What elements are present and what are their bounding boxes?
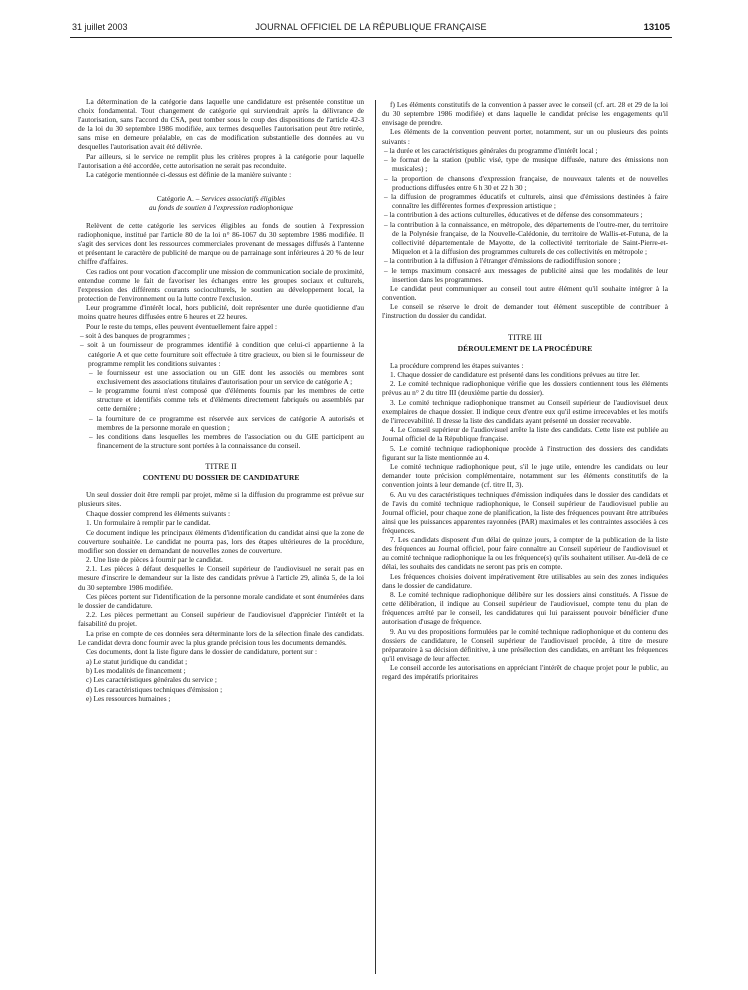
paragraph: f) Les éléments constitutifs de la convention à passer avec le conseil (cf. art. 28 et 29 de la loi du 30 septembre 1986 modifiée) et dans laquelle le candidat précise les engagements qu'il envisage de prendre. bbox=[382, 100, 668, 128]
paragraph: Pour le reste du temps, elles peuvent éventuellement faire appel : bbox=[86, 321, 278, 331]
category-a-heading bbox=[78, 194, 364, 212]
column-separator bbox=[375, 100, 376, 974]
header-rule bbox=[70, 37, 672, 38]
list-item: d) Les caractéristiques techniques d'émission ; bbox=[86, 684, 223, 694]
list-item: – la diffusion de programmes éducatifs et culturels, ainsi que d'émissions destinées à faire connaître les différentes formes d'expression artistique ; bbox=[384, 192, 668, 211]
paragraph: 2. Une liste de pièces à fournir par le candidat. bbox=[86, 555, 223, 565]
paragraph: Chaque dossier comprend les éléments suivants : bbox=[86, 508, 230, 518]
paragraph: Ce document indique les principaux éléments d'identification du candidat ainsi que la zone de couverture souhaitée. Le candidat ne pourra pas, lors des étapes ultérieures de la procédure, modifier son dossier en demandant de nouvelles zones de couverture. bbox=[78, 527, 364, 555]
list-item: – la proportion de chansons d'expression française, de nouveaux talents et de nouvelles productions diffusées entre 6 h 30 et 22 h 30 ; bbox=[384, 173, 668, 192]
paragraph: Le conseil accorde les autorisations en appréciant l'intérêt de chaque projet pour le public, au regard des impératifs prioritaires bbox=[382, 663, 668, 682]
paragraph: 1. Un formulaire à remplir par le candidat. bbox=[86, 518, 211, 528]
paragraph: La prise en compte de ces données sera déterminante lors de la sélection finale des candidats. Le candidat devra donc fournir avec la plus grande précision tous les documents demandés. bbox=[78, 628, 364, 647]
paragraph: 3. Le comité technique radiophonique transmet au Conseil supérieur de l'audiovisuel deux exemplaires de chaque dossier. Il indique ceux d'entre eux qu'il estime irrecevables et les motifs de l'irrecevabilité. Il dresse la liste des candidats ayant présenté un dossier recevable. bbox=[382, 397, 668, 425]
header-date: 31 juillet 2003 bbox=[72, 22, 128, 32]
header-page-number: 13105 bbox=[643, 22, 670, 33]
paragraph: Leur programme d'intérêt local, hors publicité, doit représenter une durée quotidienne d'au moins quatre heures diffusées entre 6 heures et 22 heures. bbox=[78, 303, 364, 322]
paragraph: La détermination de la catégorie dans laquelle une candidature est présentée constitue un choix fondamental. Tout changement de catégorie qui surviendrait après la délivrance de l'autorisation, sans l'accord du CSA, peut tomber sous le coup des dispositions de l'article 42-3 de la loi du 30 septembre 1986 modifiée, aux termes desquelles l'autorisation peut être retirée, sans mise en demeure préalable, en cas de modification substantielle des données au vu desquelles l'autorisation avait été délivrée. bbox=[78, 97, 364, 152]
paragraph: Le comité technique radiophonique peut, s'il le juge utile, entendre les candidats ou leur demander toute précision complémentaire, notamment sur les éléments constitutifs de la convention joints à leur demande (cf. titre II, 3). bbox=[382, 462, 668, 490]
category-a-title: Services associatifs éligibles bbox=[201, 194, 286, 204]
paragraph: 8. Le comité technique radiophonique délibère sur les dossiers ainsi constitués. A l'issue de cette délibération, il indique au Conseil supérieur de l'audiovisuel, compte tenu du plan de fréquences arrêté par le conseil, les candidatures qui lui paraissent pouvoir bénéficier d'une autorisation d'usage de fréquence. bbox=[382, 590, 668, 627]
paragraph: Un seul dossier doit être rempli par projet, même si la diffusion du programme est prévue sur plusieurs sites. bbox=[78, 490, 364, 509]
list-item: – la contribution à la connaissance, en métropole, des départements de l'outre-mer, du territoire de la Polynésie française, de la Nouvelle-Calédonie, du territoire de Wallis-et-Futuna, de la collectivité départementale de Mayotte, de la collectivité territoriale de Saint-Pierre-et-Miquelon et à la diffusion des programmes culturels de ces collectivités en métropole ; bbox=[384, 219, 668, 256]
list-item: a) Le statut juridique du candidat ; bbox=[86, 656, 188, 666]
header-journal-title: JOURNAL OFFICIEL DE LA RÉPUBLIQUE FRANÇAISE bbox=[255, 22, 487, 32]
titre-iii-subheading: DÉROULEMENT DE LA PROCÉDURE bbox=[457, 343, 593, 353]
left-column bbox=[78, 97, 364, 704]
list-item: – la contribution à des actions culturelles, éducatives et de défense des consommateurs ; bbox=[384, 210, 643, 220]
paragraph: Le candidat peut communiquer au conseil tout autre élément qu'il souhaite intégrer à la convention. bbox=[382, 284, 668, 303]
right-column bbox=[382, 100, 668, 682]
paragraph: 2. Le comité technique radiophonique vérifie que les dossiers contiennent tous les éléments prévus au n° 2 du titre III (deuxième partie du dossier). bbox=[382, 379, 668, 398]
paragraph: Ces pièces portent sur l'identification de la personne morale candidate et sont énumérées dans le dossier de candidature. bbox=[78, 591, 364, 610]
list-item: – le format de la station (public visé, type de musique diffusée, nature des émissions non musicales) ; bbox=[384, 155, 668, 174]
paragraph: La catégorie mentionnée ci-dessus est définie de la manière suivante : bbox=[86, 170, 292, 180]
list-item: – le fournisseur est une association ou un GIE dont les associés ou membres sont exclusivement des associations titulaires d'autorisation pour un service de catégorie A ; bbox=[89, 367, 364, 386]
list-item: – le programme fourni n'est composé que d'éléments fournis par les membres de cette structure et identifiés comme tels et d'éléments directement fabriqués ou assemblés par cette dernière ; bbox=[89, 386, 364, 414]
page-header bbox=[72, 22, 670, 36]
paragraph: Ces documents, dont la liste figure dans le dossier de candidature, portent sur : bbox=[86, 647, 318, 657]
category-a-label: Catégorie A. – bbox=[156, 194, 200, 204]
list-item: – la durée et les caractéristiques générales du programme d'intérêt local ; bbox=[384, 145, 598, 155]
paragraph: 2.1. Les pièces à défaut desquelles le Conseil supérieur de l'audiovisuel ne serait pas en mesure d'inscrire le demandeur sur la liste des candidats prévue à l'article 29, alinéa 5, de la loi du 30 septembre 1986 modifiée. bbox=[78, 564, 364, 592]
list-item: – les conditions dans lesquelles les membres de l'association ou du GIE participent au financement de la structure sont portées à la connaissance du conseil. bbox=[89, 432, 364, 451]
paragraph: 6. Au vu des caractéristiques techniques d'émission indiquées dans le dossier des candidats et de l'avis du comité technique radiophonique, le Conseil supérieur de l'audiovisuel publie au Journal officiel, pour chaque zone de planification, la liste des fréquences pouvant être attribuées ainsi que les puissances apparentes rayonnées (PAR) maximales et les contraintes associées à ces fréquences. bbox=[382, 489, 668, 535]
paragraph: Le conseil se réserve le droit de demander tout élément susceptible de contribuer à l'instruction du dossier du candidat. bbox=[382, 302, 668, 321]
list-item: – la fourniture de ce programme est réservée aux services de catégorie A autorisés et membres de la personne morale en question ; bbox=[89, 413, 364, 432]
paragraph: Relèvent de cette catégorie les services éligibles au fonds de soutien à l'expression radiophonique, institué par l'article 80 de la loi n° 86-1067 du 30 septembre 1986 modifiée. Il s'agit des services dont les ressources commerciales provenant de messages diffusés à l'antenne et présentant le caractère de publicité de marque ou de parrainage sont inférieures à 20 % de leur chiffre d'affaires. bbox=[78, 221, 364, 267]
paragraph: 5. Le comité technique radiophonique procède à l'instruction des dossiers des candidats figurant sur la liste mentionnée au 4. bbox=[382, 443, 668, 462]
list-item: – le temps maximum consacré aux messages de publicité ainsi que les modalités de leur insertion dans les programmes. bbox=[384, 265, 668, 284]
paragraph: 9. Au vu des propositions formulées par le comité technique radiophonique et du contenu des dossiers de candidature, le Conseil supérieur de l'audiovisuel procède, à titre de mesure préparatoire à sa décision définitive, à une présélection des candidats, en arrêtant les fréquences qu'il envisage de leur affecter. bbox=[382, 626, 668, 663]
paragraph: Les éléments de la convention peuvent porter, notamment, sur un ou plusieurs des points suivants : bbox=[382, 127, 668, 146]
category-a-title-line2: au fonds de soutien à l'expression radiophonique bbox=[148, 203, 294, 213]
list-item: c) Les caractéristiques générales du service ; bbox=[86, 675, 217, 685]
paragraph: 4. Le Conseil supérieur de l'audiovisuel arrête la liste des candidats. Cette liste est publiée au Journal officiel de la République française. bbox=[382, 425, 668, 444]
list-item: – soit à un fournisseur de programmes identifié à condition que celui-ci appartienne à la catégorie A et que cette fourniture soit effectuée à titre gracieux, ou bien si le fournisseur de programme remplit les conditions suivantes : bbox=[80, 340, 364, 368]
list-item: e) Les ressources humaines ; bbox=[86, 694, 171, 704]
titre-ii-heading: TITRE II bbox=[205, 462, 237, 472]
paragraph: La procédure comprend les étapes suivantes : bbox=[390, 360, 524, 370]
paragraph: Par ailleurs, si le service ne remplit plus les critères propres à la catégorie pour laquelle l'autorisation a été accordée, cette autorisation ne serait pas reconduite. bbox=[78, 151, 364, 170]
paragraph: Ces radios ont pour vocation d'accomplir une mission de communication sociale de proximité, entendue comme le fait de favoriser les échanges entre les groupes sociaux et culturels, l'expression des différents courants socioculturels, le soutien au développement local, la protection de l'environnement ou la lutte contre l'exclusion. bbox=[78, 266, 364, 303]
paragraph: Les fréquences choisies doivent impérativement être utilisables au sein des zones indiquées dans le dossier de candidature. bbox=[382, 571, 668, 590]
paragraph: 1. Chaque dossier de candidature est présenté dans les conditions prévues au titre Ier. bbox=[390, 370, 640, 380]
paragraph: 7. Les candidats disposent d'un délai de quinze jours, à compter de la publication de la liste des fréquences au Journal officiel, pour faire connaître au Conseil supérieur de l'audiovisuel et au comité technique radiophonique la ou les fréquence(s) qu'ils souhaitent utiliser. Au-delà de ce délai, les souhaits des candidats ne seront pas pris en compte. bbox=[382, 535, 668, 572]
list-item: – soit à des banques de programmes ; bbox=[80, 331, 190, 341]
list-item: – la contribution à la diffusion à l'étranger d'émissions de radiodiffusion sonore ; bbox=[384, 256, 621, 266]
list-item: b) Les modalités de financement ; bbox=[86, 666, 186, 675]
paragraph: 2.2. Les pièces permettant au Conseil supérieur de l'audiovisuel d'apprécier l'intérêt et la faisabilité du projet. bbox=[78, 610, 364, 629]
titre-ii-subheading: CONTENU DU DOSSIER DE CANDIDATURE bbox=[142, 473, 300, 483]
titre-iii-heading: TITRE III bbox=[507, 332, 543, 342]
